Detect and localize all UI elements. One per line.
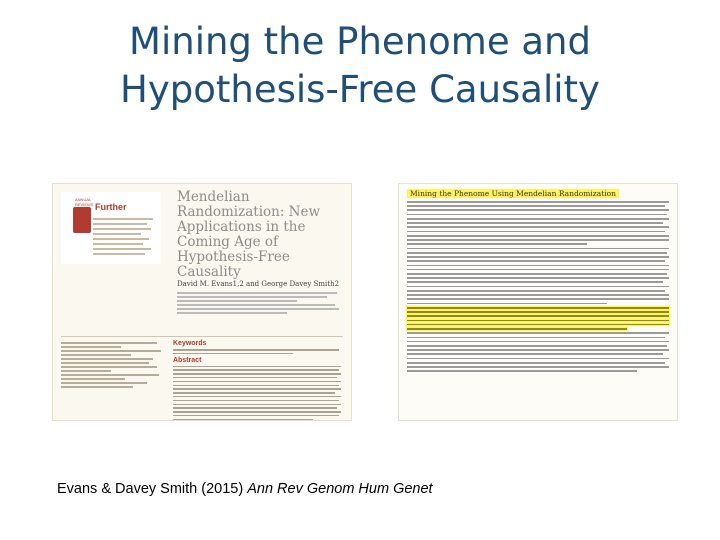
further-tag: ANNUAL REVIEWS (75, 197, 94, 207)
paper-authors: David M. Evans1,2 and George Davey Smith2 (177, 280, 340, 288)
citation-authors: Evans & Davey Smith (2015) (57, 481, 248, 497)
further-title: Further (95, 202, 127, 212)
right-paper-heading: Mining the Phenome Using Mendelian Randomization (407, 189, 619, 198)
author-affiliations (177, 292, 345, 316)
further-box (61, 192, 161, 264)
paper-right-image (398, 183, 678, 421)
abstract-column (173, 340, 343, 421)
divider (61, 336, 343, 337)
right-paper-body (407, 201, 669, 375)
citation-caption (57, 481, 433, 497)
paper-left-image (52, 183, 352, 421)
article-info (61, 342, 165, 390)
abstract-heading: Abstract (173, 356, 202, 364)
paper-title: Mendelian Randomization: New Applications in the Coming Age of Hypothesis-Free Causality (177, 189, 321, 280)
further-text (93, 218, 155, 258)
keywords-heading: Keywords (173, 340, 207, 347)
citation-journal: Ann Rev Genom Hum Genet (247, 481, 433, 497)
slide-title: Mining the Phenome and Hypothesis-Free Causality (120, 20, 600, 111)
annual-reviews-logo (73, 207, 91, 233)
